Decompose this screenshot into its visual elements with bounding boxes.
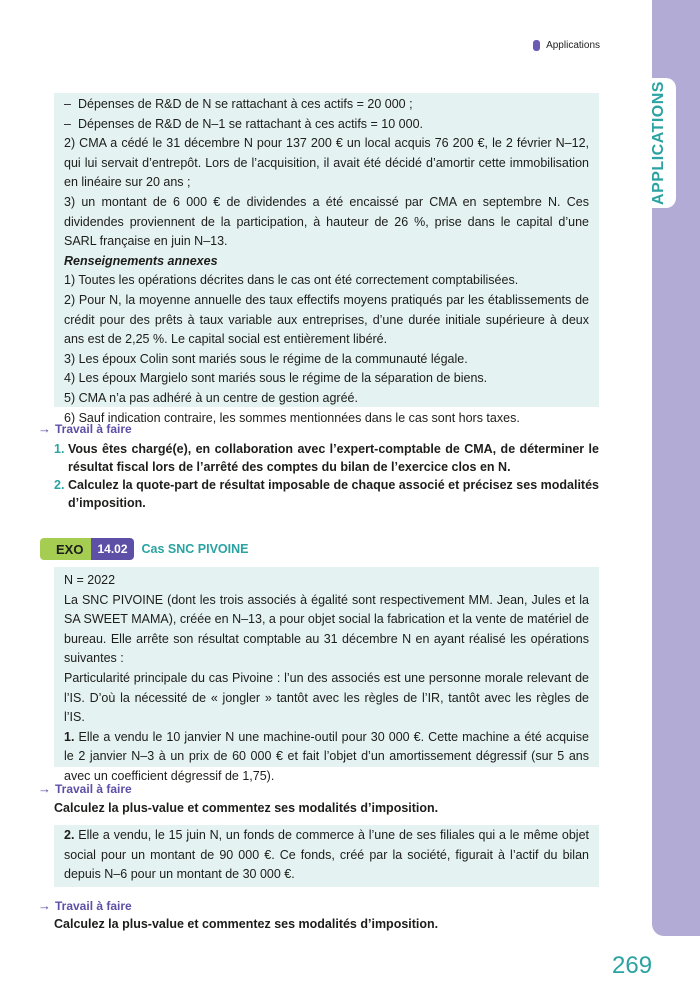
- paragraph: [64, 826, 589, 885]
- annex-item: 4) Les époux Margielo sont mariés sous le régime de la séparation de biens.: [64, 371, 488, 386]
- page-number: 269: [612, 952, 653, 979]
- side-tab-label: APPLICATIONS: [650, 81, 667, 205]
- dash-item: [64, 95, 589, 115]
- task-item: [54, 440, 599, 476]
- paragraph: [64, 728, 589, 787]
- running-head-text: Applications: [546, 40, 600, 51]
- side-tab-label-wrap: [642, 78, 676, 208]
- work-heading-1: [38, 421, 132, 436]
- paragraph: 2) CMA a cédé le 31 décembre N pour 137 200 € un local acquis 76 200 €, le 2 février N–12, qui lui servait d’entrepôt. Lors de l’acquisition, il avait été décidé d’amortir cette immobilisation en linéaire sur 20 ans ;: [64, 136, 589, 190]
- task-text: Calculez la plus-value et commentez ses modalités d’imposition.: [54, 917, 439, 931]
- statement-box-1: [54, 93, 599, 425]
- annex-item: 2) Pour N, la moyenne annuelle des taux effectifs moyens pratiqués par les établissements de crédit pour des prêts à taux variable aux entreprises, d’une durée initiale supérieure à deux ans est de 2,25 %. Le capital social est entièrement libéré.: [64, 292, 589, 347]
- dash-text: Dépenses de R&D de N se rattachant à ces actifs = 20 000 ;: [78, 97, 413, 111]
- operation-number: 1.: [64, 729, 75, 744]
- paragraph: 3) un montant de 6 000 € de dividendes a été encaissé par CMA en septembre N. Ces dividendes proviennent de la participation, à hauteur de 26 %, prise dans le capital d’une SARL française en juin N–13.: [64, 194, 589, 249]
- annex-item: 5) CMA n’a pas adhéré à un centre de gestion agréé.: [64, 390, 358, 405]
- task-text: Vous êtes chargé(e), en collaboration avec l’expert-comptable de CMA, de déterminer le résultat fiscal lors de l’arrêté des comptes du bilan de l’exercice clos en N.: [68, 442, 599, 474]
- task-text: Calculez la quote-part de résultat imposable de chaque associé et précisez ses modalités d’imposition.: [68, 478, 599, 510]
- arrow-icon: →: [38, 898, 51, 913]
- paragraph: N = 2022: [64, 573, 116, 587]
- work-label: Travail à faire: [55, 898, 132, 913]
- task-number: 1.: [54, 442, 65, 456]
- exo-number: 14.02: [91, 538, 133, 560]
- paragraph: La SNC PIVOINE (dont les trois associés à égalité sont respectivement MM. Jean, Jules et la SA SWEET MAMA), créée en N–13, a pour objet social la fabrication et la vente de matériel de bureau. Elle arrête son résultat comptable au 31 décembre N en ayant réalisé les opérations suivantes :: [64, 592, 589, 666]
- running-head: [533, 40, 600, 51]
- work-heading-2: [38, 781, 132, 796]
- annex-item: 6) Sauf indication contraire, les sommes mentionnées dans le cas sont hors taxes.: [64, 410, 520, 425]
- section-marker-icon: [533, 40, 540, 51]
- arrow-icon: →: [38, 781, 51, 796]
- paragraph: Particularité principale du cas Pivoine : l’un des associés est une personne morale relevant de l’IS. D’où la nécessité de « jongler » tantôt avec les règles de l’IR, tantôt avec les règles de l’IS.: [64, 670, 589, 725]
- dash-icon: –: [64, 97, 71, 111]
- annex-title: Renseignements annexes: [64, 253, 218, 268]
- task-item: [54, 915, 599, 933]
- task-item: [54, 799, 599, 817]
- statement-box-2: [54, 567, 599, 783]
- task-list-3: [54, 915, 599, 933]
- dash-icon: –: [64, 116, 71, 131]
- dash-text: Dépenses de R&D de N–1 se rattachant à ces actifs = 10 000.: [78, 116, 423, 131]
- task-number: 2.: [54, 478, 65, 492]
- statement-box-3: [54, 825, 599, 887]
- task-text: Calculez la plus-value et commentez ses modalités d’imposition.: [54, 801, 439, 815]
- operation-text: Elle a vendu, le 15 juin N, un fonds de commerce à l’une de ses filiales qui a le même objet social pour un montant de 90 000 €. Ce fonds, créé par la société, figurait à l’actif du bilan depuis N–6 pour un montant de 30 000 €.: [64, 828, 589, 882]
- operation-text: Elle a vendu le 10 janvier N une machine-outil pour 30 000 €. Cette machine a été acquise le 2 janvier N–3 à un prix de 60 000 € et fait l’objet d’un amortissement dégressif (sur 5 ans avec un coefficient dégressif de 1,75).: [64, 729, 589, 783]
- exo-title: Cas SNC PIVOINE: [141, 542, 249, 556]
- task-list-1: [54, 440, 599, 512]
- task-list-2: [54, 799, 599, 817]
- work-label: Travail à faire: [55, 781, 132, 796]
- operation-number: 2.: [64, 828, 75, 842]
- annex-item: 1) Toutes les opérations décrites dans le cas ont été correctement comptabilisées.: [64, 273, 519, 288]
- work-heading-3: [38, 898, 132, 913]
- task-item: [54, 476, 599, 512]
- annex-item: 3) Les époux Colin sont mariés sous le régime de la communauté légale.: [64, 351, 468, 366]
- dash-item: [64, 115, 589, 135]
- exercise-header: [40, 538, 248, 560]
- work-label: Travail à faire: [55, 421, 132, 436]
- exo-label: EXO: [40, 538, 91, 560]
- arrow-icon: →: [38, 421, 51, 436]
